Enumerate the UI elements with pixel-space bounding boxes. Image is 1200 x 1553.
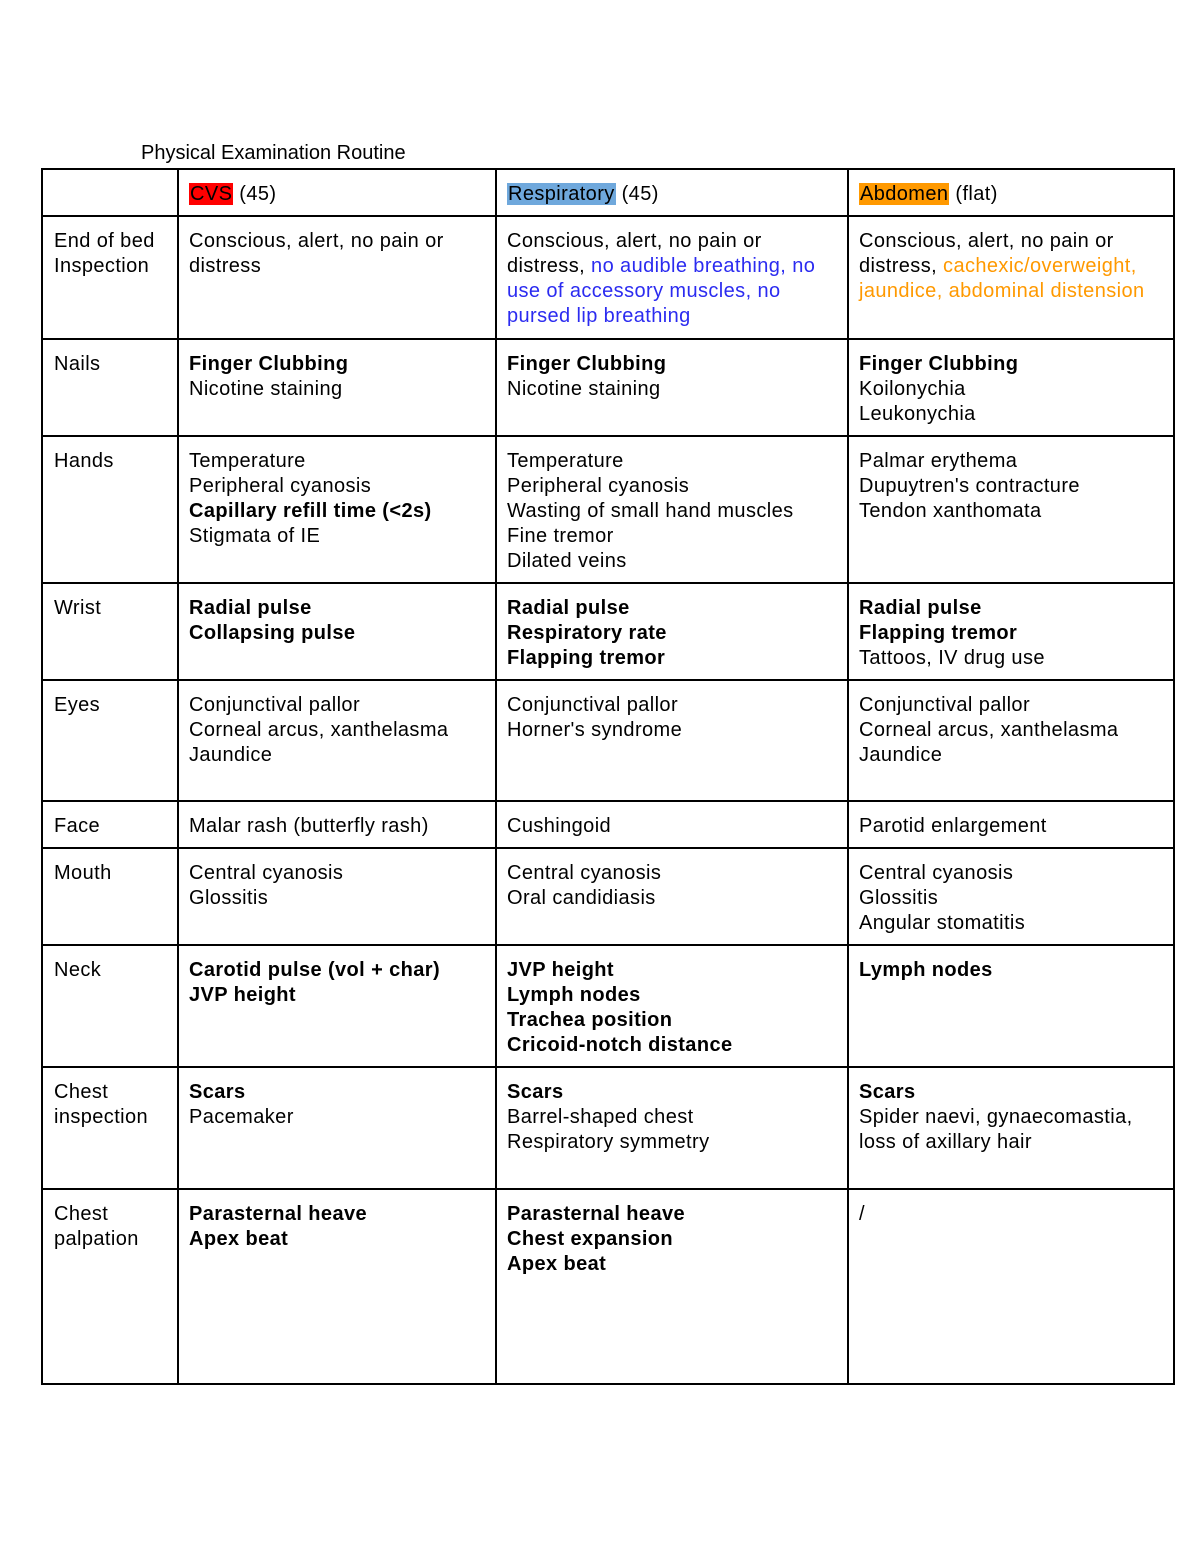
cvs-cell: Scars Pacemaker [178,1067,496,1189]
cvs-highlight: CVS [190,183,233,205]
abdomen-cell: Lymph nodes [848,945,1174,1067]
cvs-cell: Conjunctival pallor Corneal arcus, xanthelasma Jaundice [178,680,496,801]
row-label: Face [42,801,178,848]
table-row [42,848,1174,945]
respiratory-cell: Conjunctival pallor Horner's syndrome [496,680,848,801]
table-row [42,1189,1174,1384]
table-header-row [42,169,1174,216]
cvs-cell: Malar rash (butterfly rash) [178,801,496,848]
respiratory-cell: Scars Barrel-shaped chest Respiratory symmetry [496,1067,848,1189]
table-row [42,436,1174,583]
abdomen-cell: Central cyanosis Glossitis Angular stomatitis [848,848,1174,945]
header-respiratory [496,169,848,216]
table-row [42,1067,1174,1189]
row-label: Chest palpation [42,1189,178,1384]
row-label: Chest inspection [42,1067,178,1189]
cvs-note: (45) [239,183,277,205]
abdomen-cell: Radial pulse Flapping tremor Tattoos, IV drug use [848,583,1174,680]
header-abdomen [848,169,1174,216]
respiratory-cell: JVP height Lymph nodes Trachea position Cricoid-notch distance [496,945,848,1067]
respiratory-cell: Parasternal heave Chest expansion Apex beat [496,1189,848,1384]
abdomen-cell: Finger Clubbing Koilonychia Leukonychia [848,339,1174,436]
table-row [42,216,1174,339]
table-row [42,339,1174,436]
cvs-cell: Conscious, alert, no pain or distress [178,216,496,339]
row-label: Eyes [42,680,178,801]
row-label: End of bed Inspection [42,216,178,339]
abdomen-cell: Conscious, alert, no pain or distress, cachexic/overweight, jaundice, abdominal distension [848,216,1174,339]
abdomen-cell: Scars Spider naevi, gynaecomastia, loss of axillary hair [848,1067,1174,1189]
respiratory-cell: Radial pulse Respiratory rate Flapping tremor [496,583,848,680]
row-label: Wrist [42,583,178,680]
page-title: Physical Examination Routine [141,142,406,164]
header-cvs [178,169,496,216]
abdomen-cell: Palmar erythema Dupuytren's contracture Tendon xanthomata [848,436,1174,583]
respiratory-cell: Finger Clubbing Nicotine staining [496,339,848,436]
respiratory-cell: Central cyanosis Oral candidiasis [496,848,848,945]
respiratory-note: (45) [621,183,659,205]
cvs-cell: Radial pulse Collapsing pulse [178,583,496,680]
row-label: Neck [42,945,178,1067]
abdomen-cell: / [848,1189,1174,1384]
abdomen-cell: Parotid enlargement [848,801,1174,848]
row-label: Hands [42,436,178,583]
row-label: Mouth [42,848,178,945]
cvs-cell: Central cyanosis Glossitis [178,848,496,945]
cvs-cell: Finger Clubbing Nicotine staining [178,339,496,436]
table-row [42,801,1174,848]
abdomen-highlight: Abdomen [860,183,949,205]
table-row [42,680,1174,801]
cvs-cell: Carotid pulse (vol + char) JVP height [178,945,496,1067]
cvs-cell: Temperature Peripheral cyanosis Capillary refill time (<2s) Stigmata of IE [178,436,496,583]
cvs-cell: Parasternal heave Apex beat [178,1189,496,1384]
examination-table [41,168,1175,1385]
table-row [42,583,1174,680]
row-label: Nails [42,339,178,436]
header-empty-cell [42,169,178,216]
respiratory-cell: Conscious, alert, no pain or distress, no audible breathing, no use of accessory muscles, no pursed lip breathing [496,216,848,339]
abdomen-cell: Conjunctival pallor Corneal arcus, xanthelasma Jaundice [848,680,1174,801]
table-row [42,945,1174,1067]
respiratory-highlight: Respiratory [508,183,615,205]
respiratory-cell: Cushingoid [496,801,848,848]
respiratory-cell: Temperature Peripheral cyanosis Wasting of small hand muscles Fine tremor Dilated veins [496,436,848,583]
abdomen-note: (flat) [955,183,998,205]
